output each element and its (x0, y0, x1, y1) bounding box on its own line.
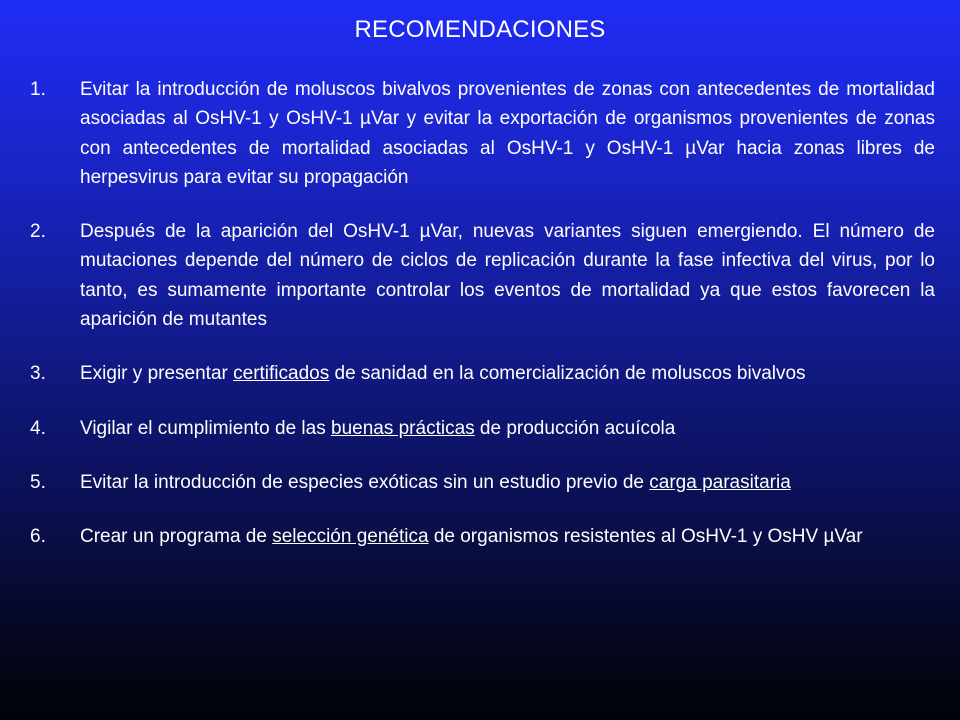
recommendations-list (30, 75, 935, 577)
item-number: 2. (30, 221, 46, 243)
item-number: 4. (30, 417, 46, 439)
underlined-term: carga parasitaria (649, 471, 791, 493)
item-text: Después de la aparición del OsHV-1 µVar, nuevas variantes siguen emergiendo. El número de mutaciones depende del número de ciclos de replicación durante la fase infectiva del virus, por lo tanto, es sumamente importante controlar los eventos de mortalidad ya que estos favorecen la aparición de mutantes (80, 221, 935, 331)
item-text: Evitar la introducción de moluscos bivalvos provenientes de zonas con antecedentes de mortalidad asociadas al OsHV-1 y OsHV-1 µVar y evitar la exportación de organismos provenientes de zonas con antecedentes de mortalidad asociadas al OsHV-1 y OsHV-1 µVar hacia zonas libres de herpesvirus para evitar su propagación (80, 79, 935, 188)
list-item (30, 414, 935, 443)
slide-title: RECOMENDACIONES (354, 16, 606, 43)
underlined-term: certificados (233, 363, 330, 385)
list-item (30, 217, 935, 334)
item-number: 1. (30, 79, 46, 100)
item-text: de organismos resistentes al OsHV-1 y OsHV µVar (428, 526, 863, 548)
list-item (30, 522, 935, 551)
list-item (30, 468, 935, 497)
list-item (30, 359, 935, 388)
item-text: Vigilar el cumplimiento de las (80, 417, 331, 439)
item-text: Exigir y presentar (80, 363, 234, 385)
underlined-term: selección genética (272, 526, 429, 548)
item-number: 5. (30, 471, 46, 493)
item-text: de sanidad en la comercialización de moluscos bivalvos (329, 363, 806, 385)
item-number: 3. (30, 363, 46, 385)
item-text: Evitar la introducción de especies exóticas sin un estudio previo de (80, 471, 650, 493)
item-text: de producción acuícola (474, 417, 676, 439)
item-text: Crear un programa de (80, 526, 273, 548)
underlined-term: buenas prácticas (331, 417, 475, 439)
item-number: 6. (30, 526, 46, 548)
list-item (30, 75, 935, 192)
